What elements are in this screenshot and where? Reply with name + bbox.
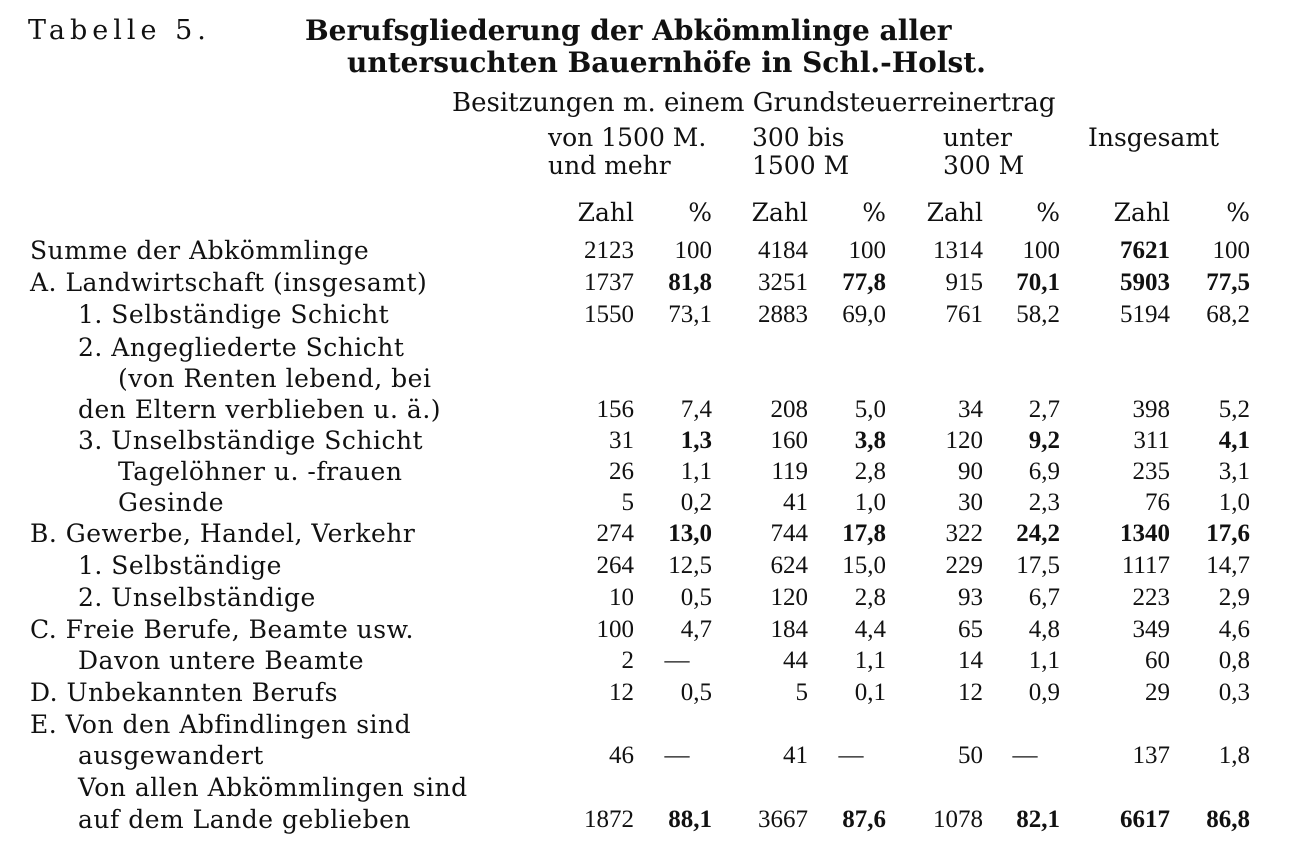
table-label: Tabelle 5. <box>28 15 211 46</box>
table-row <box>0 676 1300 710</box>
cell-percent: 4,7 <box>680 616 712 643</box>
cell-percent: 86,8 <box>1206 806 1250 833</box>
table-row <box>0 549 1300 583</box>
cell-percent: 1,8 <box>1218 742 1250 769</box>
cell-count: 93 <box>958 584 983 611</box>
group-header-1: von 1500 M. und mehr <box>548 123 707 180</box>
cell-percent: — <box>664 647 690 674</box>
cell-percent: 1,0 <box>854 489 886 516</box>
cell-count: 76 <box>1145 489 1170 516</box>
cell-percent: 9,2 <box>1028 427 1060 454</box>
cell-count: 34 <box>958 396 983 423</box>
cell-count: 31 <box>609 427 634 454</box>
cell-percent: 0,5 <box>680 584 712 611</box>
cell-percent: 2,3 <box>1028 489 1060 516</box>
cell-percent: 0,8 <box>1218 647 1250 674</box>
cell-percent: 6,7 <box>1028 584 1060 611</box>
cell-percent: 87,6 <box>842 806 886 833</box>
cell-percent: 17,6 <box>1206 520 1250 547</box>
cell-percent: 100 <box>1212 237 1250 264</box>
cell-percent: 2,8 <box>854 458 886 485</box>
cell-percent: 4,1 <box>1218 427 1250 454</box>
table-title-line1: Berufsgliederung der Abkömmlinge aller <box>305 14 952 47</box>
cell-count: 184 <box>770 616 808 643</box>
table-row <box>0 517 1300 551</box>
cell-count: 7621 <box>1120 237 1170 264</box>
table-subtitle: Besitzungen m. einem Grundsteuerreinertrag <box>452 88 1056 118</box>
row-label: D. Unbekannten Berufs <box>30 678 338 707</box>
table-row <box>0 708 1300 742</box>
cell-percent: 17,8 <box>842 520 886 547</box>
cell-percent: 0,2 <box>680 489 712 516</box>
cell-percent: 5,0 <box>854 396 886 423</box>
row-label: Von allen Abkömmlingen sind <box>78 773 468 802</box>
cell-percent: 1,1 <box>680 458 712 485</box>
cell-count: 50 <box>958 742 983 769</box>
table-row <box>0 331 1300 365</box>
table-row <box>0 266 1300 300</box>
cell-count: 223 <box>1132 584 1170 611</box>
row-label: Davon untere Beamte <box>78 646 365 675</box>
cell-count: 29 <box>1145 679 1170 706</box>
cell-percent: 100 <box>674 237 712 264</box>
cell-percent: 77,8 <box>842 269 886 296</box>
subheader-count: Zahl <box>577 198 634 227</box>
cell-count: 2883 <box>758 301 808 328</box>
subheader-percent: % <box>862 198 886 227</box>
row-label: Gesinde <box>118 488 224 517</box>
cell-percent: 1,3 <box>680 427 712 454</box>
cell-count: 322 <box>945 520 983 547</box>
cell-percent: 4,8 <box>1028 616 1060 643</box>
cell-count: 1872 <box>584 806 634 833</box>
cell-percent: 2,7 <box>1028 396 1060 423</box>
cell-count: 30 <box>958 489 983 516</box>
cell-percent: 0,3 <box>1218 679 1250 706</box>
table-row <box>0 393 1300 427</box>
row-label: 1. Selbständige <box>78 551 282 580</box>
cell-percent: 13,0 <box>668 520 712 547</box>
cell-percent: — <box>1012 742 1038 769</box>
row-label: ausgewandert <box>78 741 264 770</box>
subheader-percent: % <box>688 198 712 227</box>
cell-count: 1340 <box>1120 520 1170 547</box>
table-title-line2: untersuchten Bauernhöfe in Schl.-Holst. <box>347 46 986 79</box>
cell-percent: 3,1 <box>1218 458 1250 485</box>
cell-percent: 2,8 <box>854 584 886 611</box>
cell-percent: 0,5 <box>680 679 712 706</box>
cell-count: 12 <box>958 679 983 706</box>
row-label: 1. Selbständige Schicht <box>78 300 390 329</box>
cell-count: 160 <box>770 427 808 454</box>
cell-count: 761 <box>945 301 983 328</box>
cell-count: 3251 <box>758 269 808 296</box>
subheader-count: Zahl <box>751 198 808 227</box>
cell-count: 60 <box>1145 647 1170 674</box>
cell-count: 1550 <box>584 301 634 328</box>
cell-count: 235 <box>1132 458 1170 485</box>
cell-count: 1078 <box>933 806 983 833</box>
cell-count: 10 <box>609 584 634 611</box>
row-label: auf dem Lande geblieben <box>78 805 411 834</box>
table-row <box>0 234 1300 268</box>
row-label: 2. Unselbständige <box>78 583 316 612</box>
cell-count: 5 <box>795 679 808 706</box>
cell-count: 2 <box>621 647 634 674</box>
row-label: E. Von den Abfindlingen sind <box>30 710 412 739</box>
row-label: 2. Angegliederte Schicht <box>78 333 405 362</box>
row-label: C. Freie Berufe, Beamte usw. <box>30 615 414 644</box>
cell-percent: 17,5 <box>1016 552 1060 579</box>
cell-count: 3667 <box>758 806 808 833</box>
cell-percent: 77,5 <box>1206 269 1250 296</box>
cell-count: 44 <box>783 647 808 674</box>
cell-percent: 3,8 <box>854 427 886 454</box>
group-header-2: 300 bis 1500 M <box>752 123 850 180</box>
row-label: A. Landwirtschaft (insgesamt) <box>30 268 428 297</box>
cell-percent: 100 <box>848 237 886 264</box>
cell-count: 311 <box>1133 427 1170 454</box>
cell-percent: 2,9 <box>1218 584 1250 611</box>
group-header-4: Insgesamt <box>1088 123 1220 152</box>
cell-percent: 100 <box>1022 237 1060 264</box>
row-label: den Eltern verblieben u. ä.) <box>78 395 442 424</box>
table-row <box>0 362 1300 396</box>
cell-count: 100 <box>596 616 634 643</box>
cell-percent: 1,0 <box>1218 489 1250 516</box>
table-row <box>0 771 1300 805</box>
cell-count: 1314 <box>933 237 983 264</box>
cell-percent: 0,9 <box>1028 679 1060 706</box>
cell-count: 41 <box>783 742 808 769</box>
table-row <box>0 455 1300 489</box>
cell-count: 137 <box>1132 742 1170 769</box>
table-row <box>0 424 1300 458</box>
cell-count: 624 <box>770 552 808 579</box>
cell-percent: 68,2 <box>1206 301 1250 328</box>
cell-count: 26 <box>609 458 634 485</box>
cell-count: 119 <box>771 458 808 485</box>
cell-count: 349 <box>1132 616 1170 643</box>
cell-count: 274 <box>596 520 634 547</box>
cell-percent: 88,1 <box>668 806 712 833</box>
cell-percent: 15,0 <box>842 552 886 579</box>
cell-count: 14 <box>958 647 983 674</box>
cell-count: 120 <box>770 584 808 611</box>
cell-count: 12 <box>609 679 634 706</box>
cell-percent: — <box>664 742 690 769</box>
cell-count: 5 <box>621 489 634 516</box>
subheader-percent: % <box>1036 198 1060 227</box>
cell-count: 41 <box>783 489 808 516</box>
cell-count: 6617 <box>1120 806 1170 833</box>
group-header-3: unter 300 M <box>943 123 1025 180</box>
cell-percent: 81,8 <box>668 269 712 296</box>
table-row <box>0 644 1300 678</box>
cell-percent: 5,2 <box>1218 396 1250 423</box>
cell-percent: 1,1 <box>1028 647 1060 674</box>
cell-percent: 14,7 <box>1206 552 1250 579</box>
cell-percent: 70,1 <box>1016 269 1060 296</box>
table-row <box>0 486 1300 520</box>
cell-percent: 73,1 <box>668 301 712 328</box>
cell-count: 1117 <box>1121 552 1170 579</box>
cell-count: 156 <box>596 396 634 423</box>
table-row <box>0 739 1300 773</box>
cell-count: 5903 <box>1120 269 1170 296</box>
row-label: Summe der Abkömmlinge <box>30 236 370 265</box>
cell-count: 46 <box>609 742 634 769</box>
row-label: B. Gewerbe, Handel, Verkehr <box>30 519 416 548</box>
table-row <box>0 581 1300 615</box>
cell-percent: 7,4 <box>680 396 712 423</box>
cell-percent: 0,1 <box>854 679 886 706</box>
cell-percent: — <box>838 742 864 769</box>
table-row <box>0 613 1300 647</box>
cell-percent: 24,2 <box>1016 520 1060 547</box>
cell-count: 1737 <box>584 269 634 296</box>
cell-count: 398 <box>1132 396 1170 423</box>
cell-count: 65 <box>958 616 983 643</box>
cell-count: 2123 <box>584 237 634 264</box>
cell-percent: 58,2 <box>1016 301 1060 328</box>
cell-count: 744 <box>770 520 808 547</box>
table-row <box>0 803 1300 837</box>
subheader-count: Zahl <box>926 198 983 227</box>
table-row <box>0 298 1300 332</box>
cell-count: 264 <box>596 552 634 579</box>
row-label: 3. Unselbständige Schicht <box>78 426 424 455</box>
cell-count: 90 <box>958 458 983 485</box>
row-label: (von Renten lebend, bei <box>118 364 432 393</box>
subheader-percent: % <box>1226 198 1250 227</box>
cell-percent: 1,1 <box>854 647 886 674</box>
cell-percent: 4,6 <box>1218 616 1250 643</box>
subheader-count: Zahl <box>1113 198 1170 227</box>
cell-count: 229 <box>945 552 983 579</box>
cell-count: 5194 <box>1120 301 1170 328</box>
cell-count: 4184 <box>758 237 808 264</box>
cell-percent: 82,1 <box>1016 806 1060 833</box>
cell-percent: 69,0 <box>842 301 886 328</box>
cell-count: 120 <box>945 427 983 454</box>
row-label: Tagelöhner u. -frauen <box>118 457 403 486</box>
cell-percent: 6,9 <box>1028 458 1060 485</box>
cell-percent: 12,5 <box>668 552 712 579</box>
cell-count: 915 <box>945 269 983 296</box>
cell-percent: 4,4 <box>854 616 886 643</box>
cell-count: 208 <box>770 396 808 423</box>
